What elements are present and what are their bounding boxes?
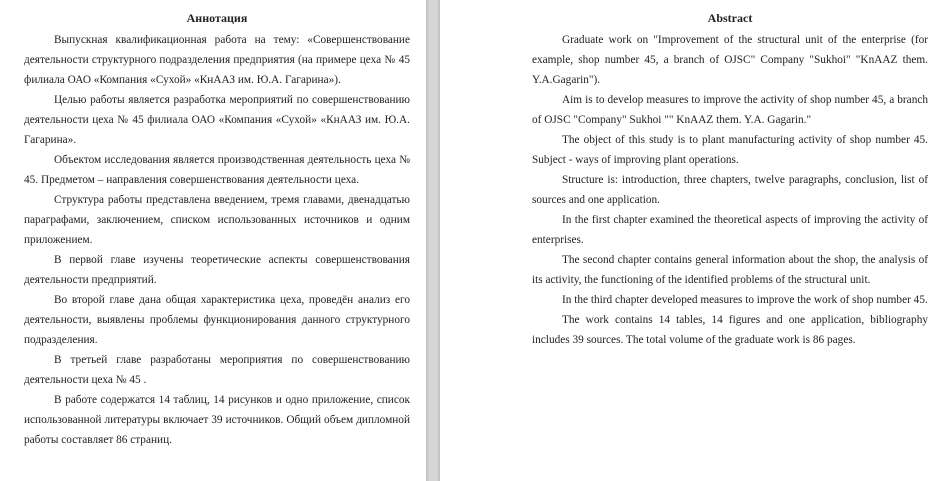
paragraph-object: The object of this study is to plant manufacturing activity of shop number 45. Subject - ways of improving plant operations.	[532, 134, 928, 166]
annotation-page-ru	[0, 0, 426, 481]
paragraph-volume: The work contains 14 tables, 14 figures and one application, bibliography includes 39 sources. The total volume of the graduate work is 86 pages.	[532, 314, 928, 346]
paragraph-structure: Структура работы представлена введением, тремя главами, двенадцатью параграфами, заключением, списком использованных источников и одним приложением.	[24, 194, 410, 246]
paragraph-topic: Выпускная квалификационная работа на тему: «Совершенствование деятельности структурного подразделения предприятия (на примере цеха № 45 филиала ОАО «Компания «Сухой» «КнААЗ им. Ю.А. Гагарина»).	[24, 34, 410, 86]
paragraph-chapter-1: В первой главе изучены теоретические аспекты совершенствования деятельности предприятий.	[24, 254, 410, 286]
paragraph-structure: Structure is: introduction, three chapters, twelve paragraphs, conclusion, list of sources and one application.	[532, 174, 928, 206]
paragraph-chapter-1: In the first chapter examined the theoretical aspects of improving the activity of enterprises.	[532, 214, 928, 246]
paragraph-chapter-3: In the third chapter developed measures to improve the work of shop number 45.	[562, 294, 928, 306]
page-title: Аннотация	[186, 11, 248, 25]
page-title: Abstract	[707, 11, 753, 25]
paragraph-aim: Целью работы является разработка мероприятий по совершенствованию деятельности цеха № 45 филиала ОАО «Компания «Сухой» «КнААЗ им. Ю.А. Гагарина».	[24, 94, 410, 146]
paragraph-chapter-3: В третьей главе разработаны мероприятия по совершенствованию деятельности цеха № 45 .	[24, 354, 410, 386]
paragraph-chapter-2: The second chapter contains general information about the shop, the analysis of its activity, the functioning of the identified problems of the structural unit.	[532, 254, 928, 286]
abstract-page-en	[440, 0, 940, 481]
paragraph-object: Объектом исследования является производственная деятельность цеха № 45. Предметом – направления совершенствования деятельности цеха.	[24, 154, 410, 186]
paragraph-topic: Graduate work on "Improvement of the structural unit of the enterprise (for example, shop number 45, a branch of OJSC" Company "Sukhoi" "KnAAZ them. Y.A.Gagarin").	[532, 34, 928, 86]
page-gutter	[426, 0, 440, 481]
paragraph-aim: Aim is to develop measures to improve the activity of shop number 45, a branch of OJSC "Company" Sukhoi "" KnAAZ them. Y.A. Gagarin."	[532, 94, 928, 126]
paragraph-chapter-2: Во второй главе дана общая характеристика цеха, проведён анализ его деятельности, выявлены проблемы функционирования данного структурного подразделения.	[24, 294, 410, 346]
paragraph-volume: В работе содержатся 14 таблиц, 14 рисунков и одно приложение, список использованной литературы включает 39 источников. Общий объем дипломной работы составляет 86 страниц.	[24, 394, 410, 446]
